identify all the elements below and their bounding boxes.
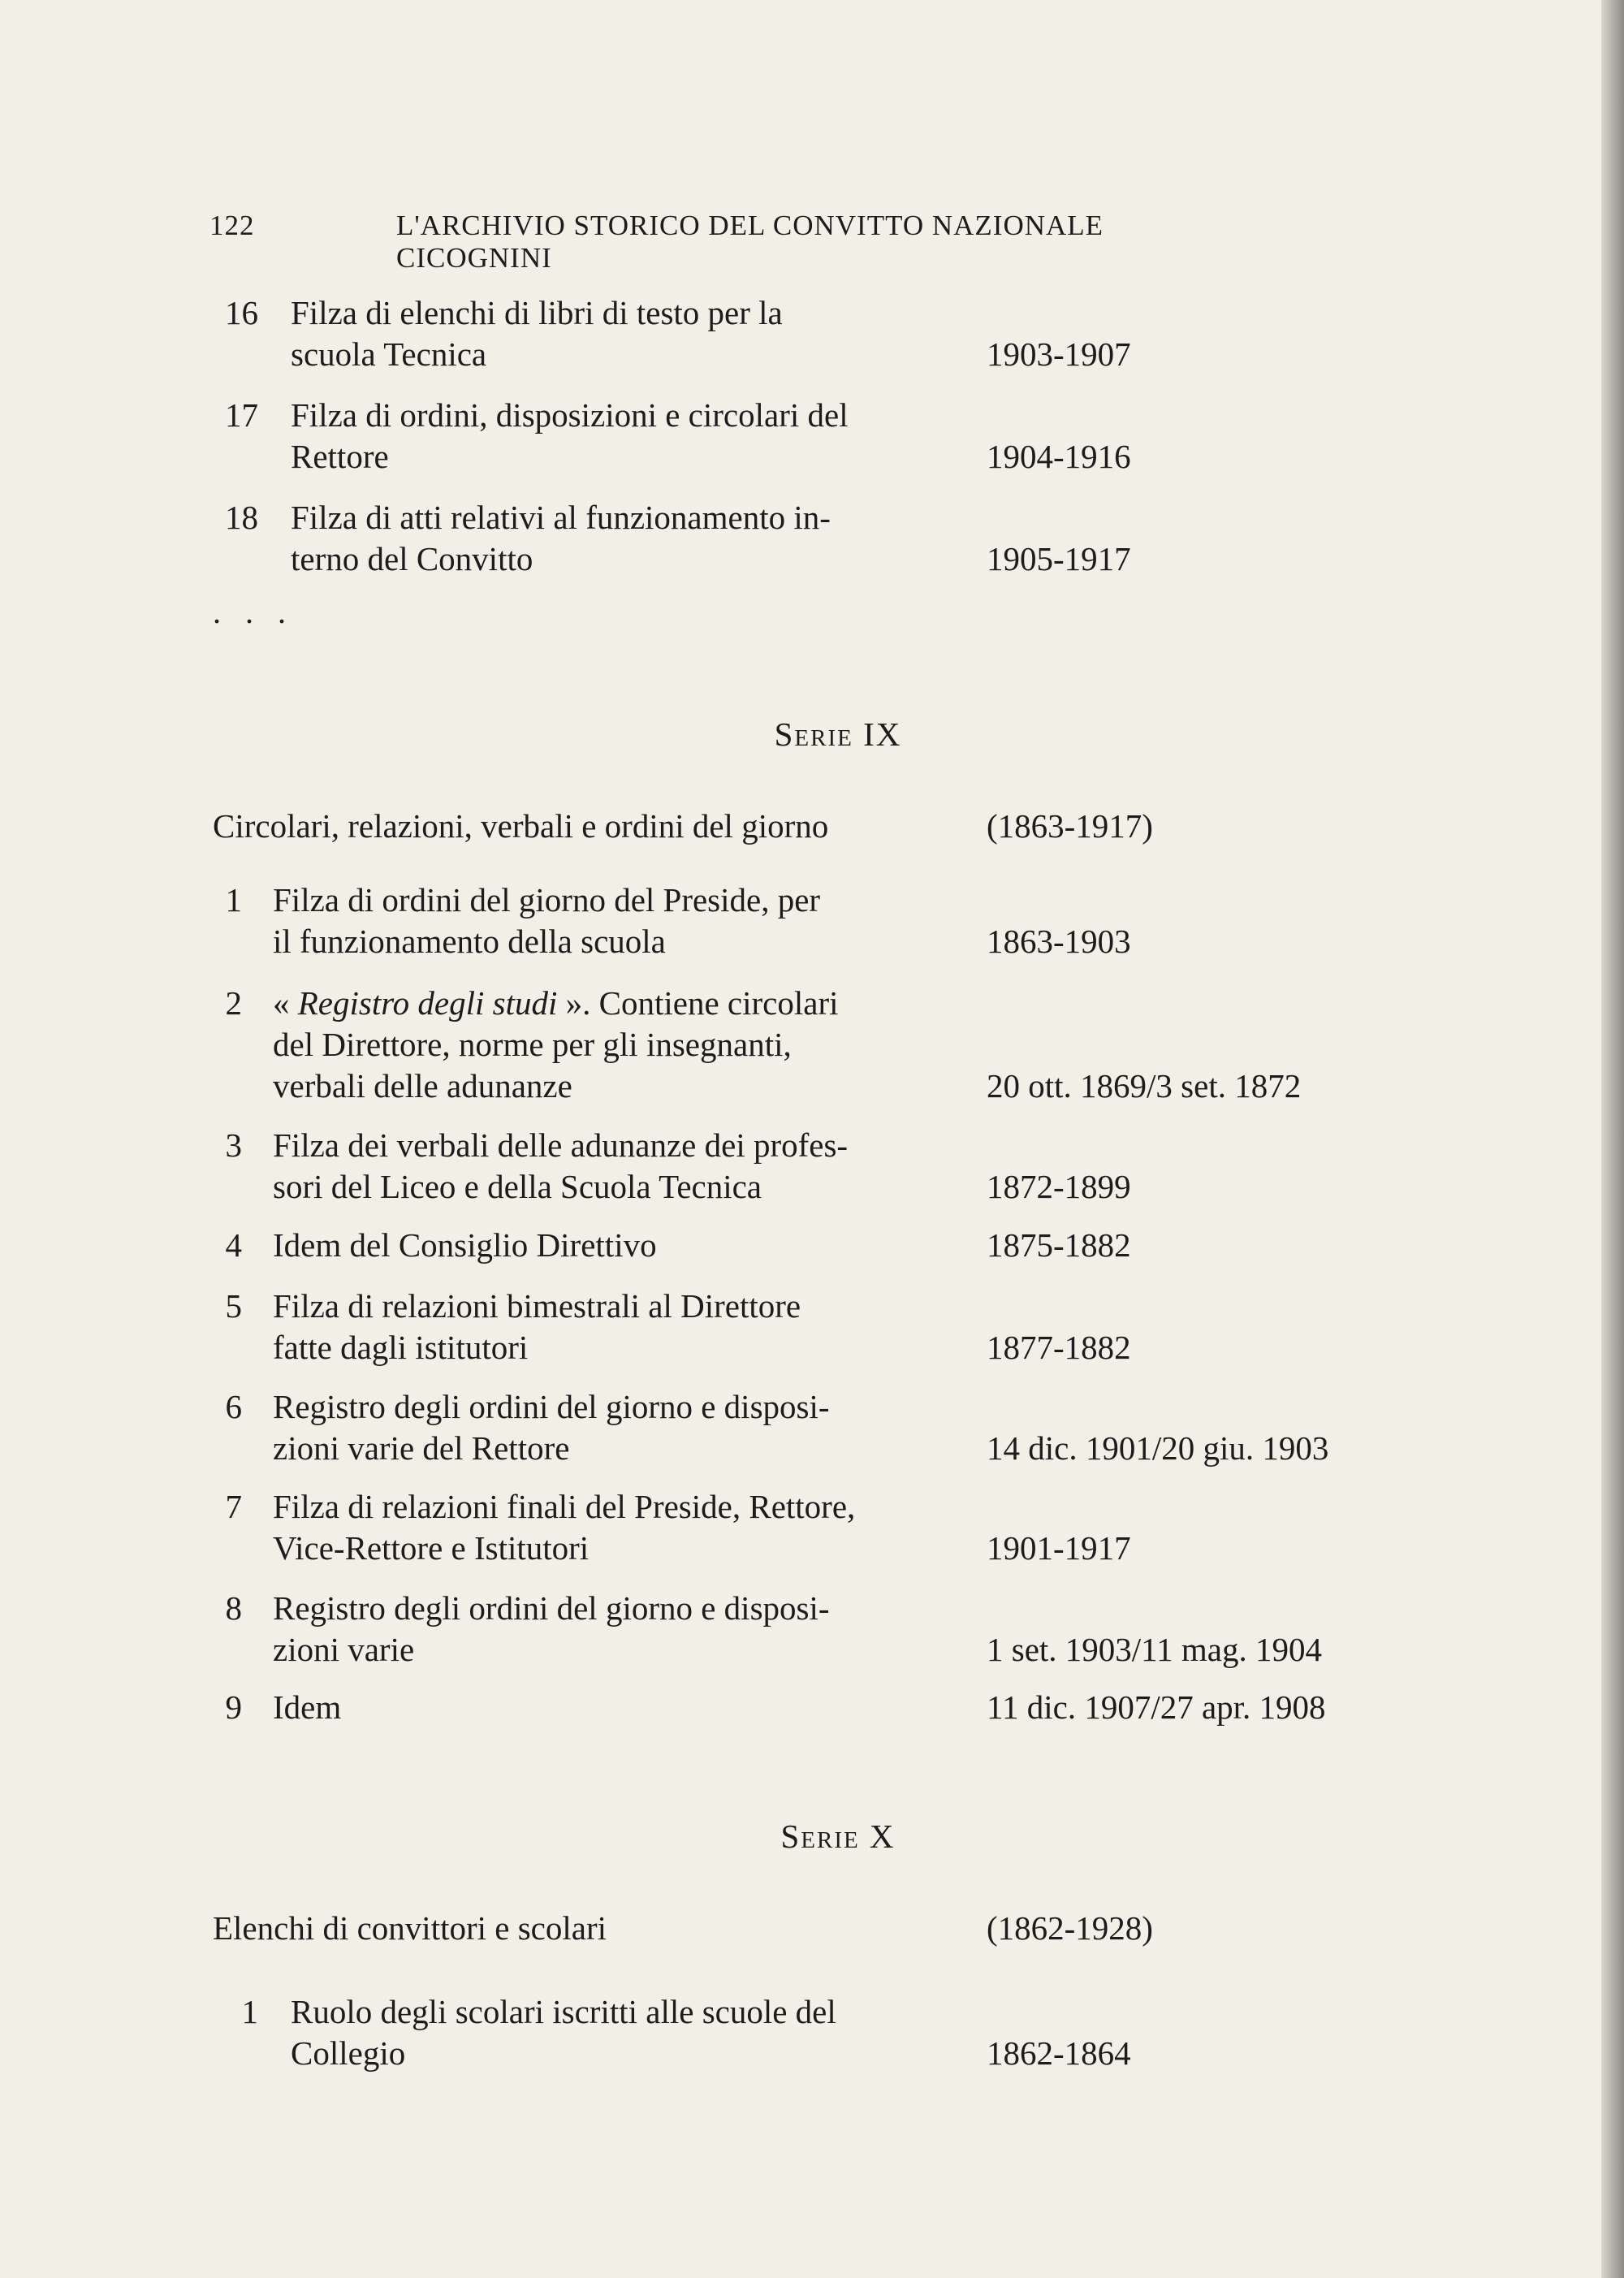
item-number: 6 [225,1388,242,1425]
serie-ix-title: Circolari, relazioni, verbali e ordini del giorno [213,807,829,845]
description-line [273,983,1158,1024]
item-number: 4 [225,1226,242,1264]
ellipsis: . . . [213,594,294,630]
description-line: scuola Tecnica [291,335,487,373]
serie-x-range: (1862-1928) [987,1909,1153,1947]
description-text: ». Contiene circolari [557,984,839,1022]
description-line: Idem del Consiglio Direttivo [273,1226,657,1264]
description-line: Rettore [291,438,389,475]
item-number: 3 [225,1126,242,1164]
description-line: del Direttore, norme per gli insegnanti, [273,1026,792,1063]
description-line: Filza di relazioni bimestrali al Direttore [273,1287,801,1325]
description-line: sori del Liceo e della Scuola Tecnica [273,1168,762,1205]
description-line: fatte dagli istitutori [273,1329,529,1366]
description-line: Vice-Rettore e Istitutori [273,1529,590,1567]
page-number: 122 [209,210,255,241]
description-line: Ruolo degli scolari iscritti alle scuole del [291,1993,836,2030]
item-date: 1862-1864 [987,2034,1131,2072]
serie-x-title: Elenchi di convittori e scolari [213,1909,607,1947]
serie-x-heading: Serie X [780,1818,896,1855]
serie-ix-heading: Serie IX [774,715,902,753]
description-line: Filza di relazioni finali del Preside, Rettore, [273,1488,856,1525]
description-line: Filza di elenchi di libri di testo per la [291,294,783,331]
description-line: Filza dei verbali delle adunanze dei profes- [273,1126,849,1164]
register-title: Registro degli studi [297,984,558,1022]
item-date: 1903-1907 [987,335,1131,373]
item-number: 2 [225,984,242,1022]
item-date: 1875-1882 [987,1226,1131,1264]
page-edge [1601,0,1624,2278]
item-number: 17 [225,396,258,434]
description-line: Filza di ordini del giorno del Preside, per [273,881,821,919]
item-date: 1904-1916 [987,438,1131,475]
item-date: 1863-1903 [987,923,1131,960]
description-line: Collegio [291,2034,406,2072]
description-line: Idem [273,1688,342,1726]
running-title: L'ARCHIVIO STORICO DEL CONVITTO NAZIONALE CICOGNINI [396,210,1104,274]
item-number: 8 [225,1589,242,1627]
description-line: Registro degli ordini del giorno e disposi- [273,1388,830,1425]
item-number: 9 [225,1688,242,1726]
description-line: zioni varie del Rettore [273,1429,570,1467]
list-item [209,292,1427,382]
description-line: Registro degli ordini del giorno e disposi- [273,1589,830,1627]
item-date: 14 dic. 1901/20 giu. 1903 [987,1429,1329,1467]
item-date: 20 ott. 1869/3 set. 1872 [987,1067,1302,1104]
item-date: 1 set. 1903/11 mag. 1904 [987,1631,1323,1668]
description-line: zioni varie [273,1631,415,1668]
description-line: verbali delle adunanze [273,1067,572,1104]
description-line: il funzionamento della scuola [273,923,666,960]
item-date: 1877-1882 [987,1329,1131,1366]
item-number: 7 [225,1488,242,1525]
description-line: Filza di ordini, disposizioni e circolari del [291,396,849,434]
item-number: 16 [225,294,258,331]
list-item [209,395,1427,484]
list-item [209,497,1427,586]
item-date: 1872-1899 [987,1168,1131,1205]
description-line: Filza di atti relativi al funzionamento in- [291,499,831,536]
item-number: 1 [241,1993,258,2030]
description-line: terno del Convitto [291,540,533,577]
running-head [209,210,1265,274]
item-number: 1 [225,881,242,919]
item-date: 1905-1917 [987,540,1131,577]
item-date: 1901-1917 [987,1529,1131,1567]
quote-mark: « [273,984,298,1022]
item-number: 5 [225,1287,242,1325]
item-date: 11 dic. 1907/27 apr. 1908 [987,1688,1326,1726]
item-number: 18 [225,499,258,536]
serie-ix-range: (1863-1917) [987,807,1153,845]
